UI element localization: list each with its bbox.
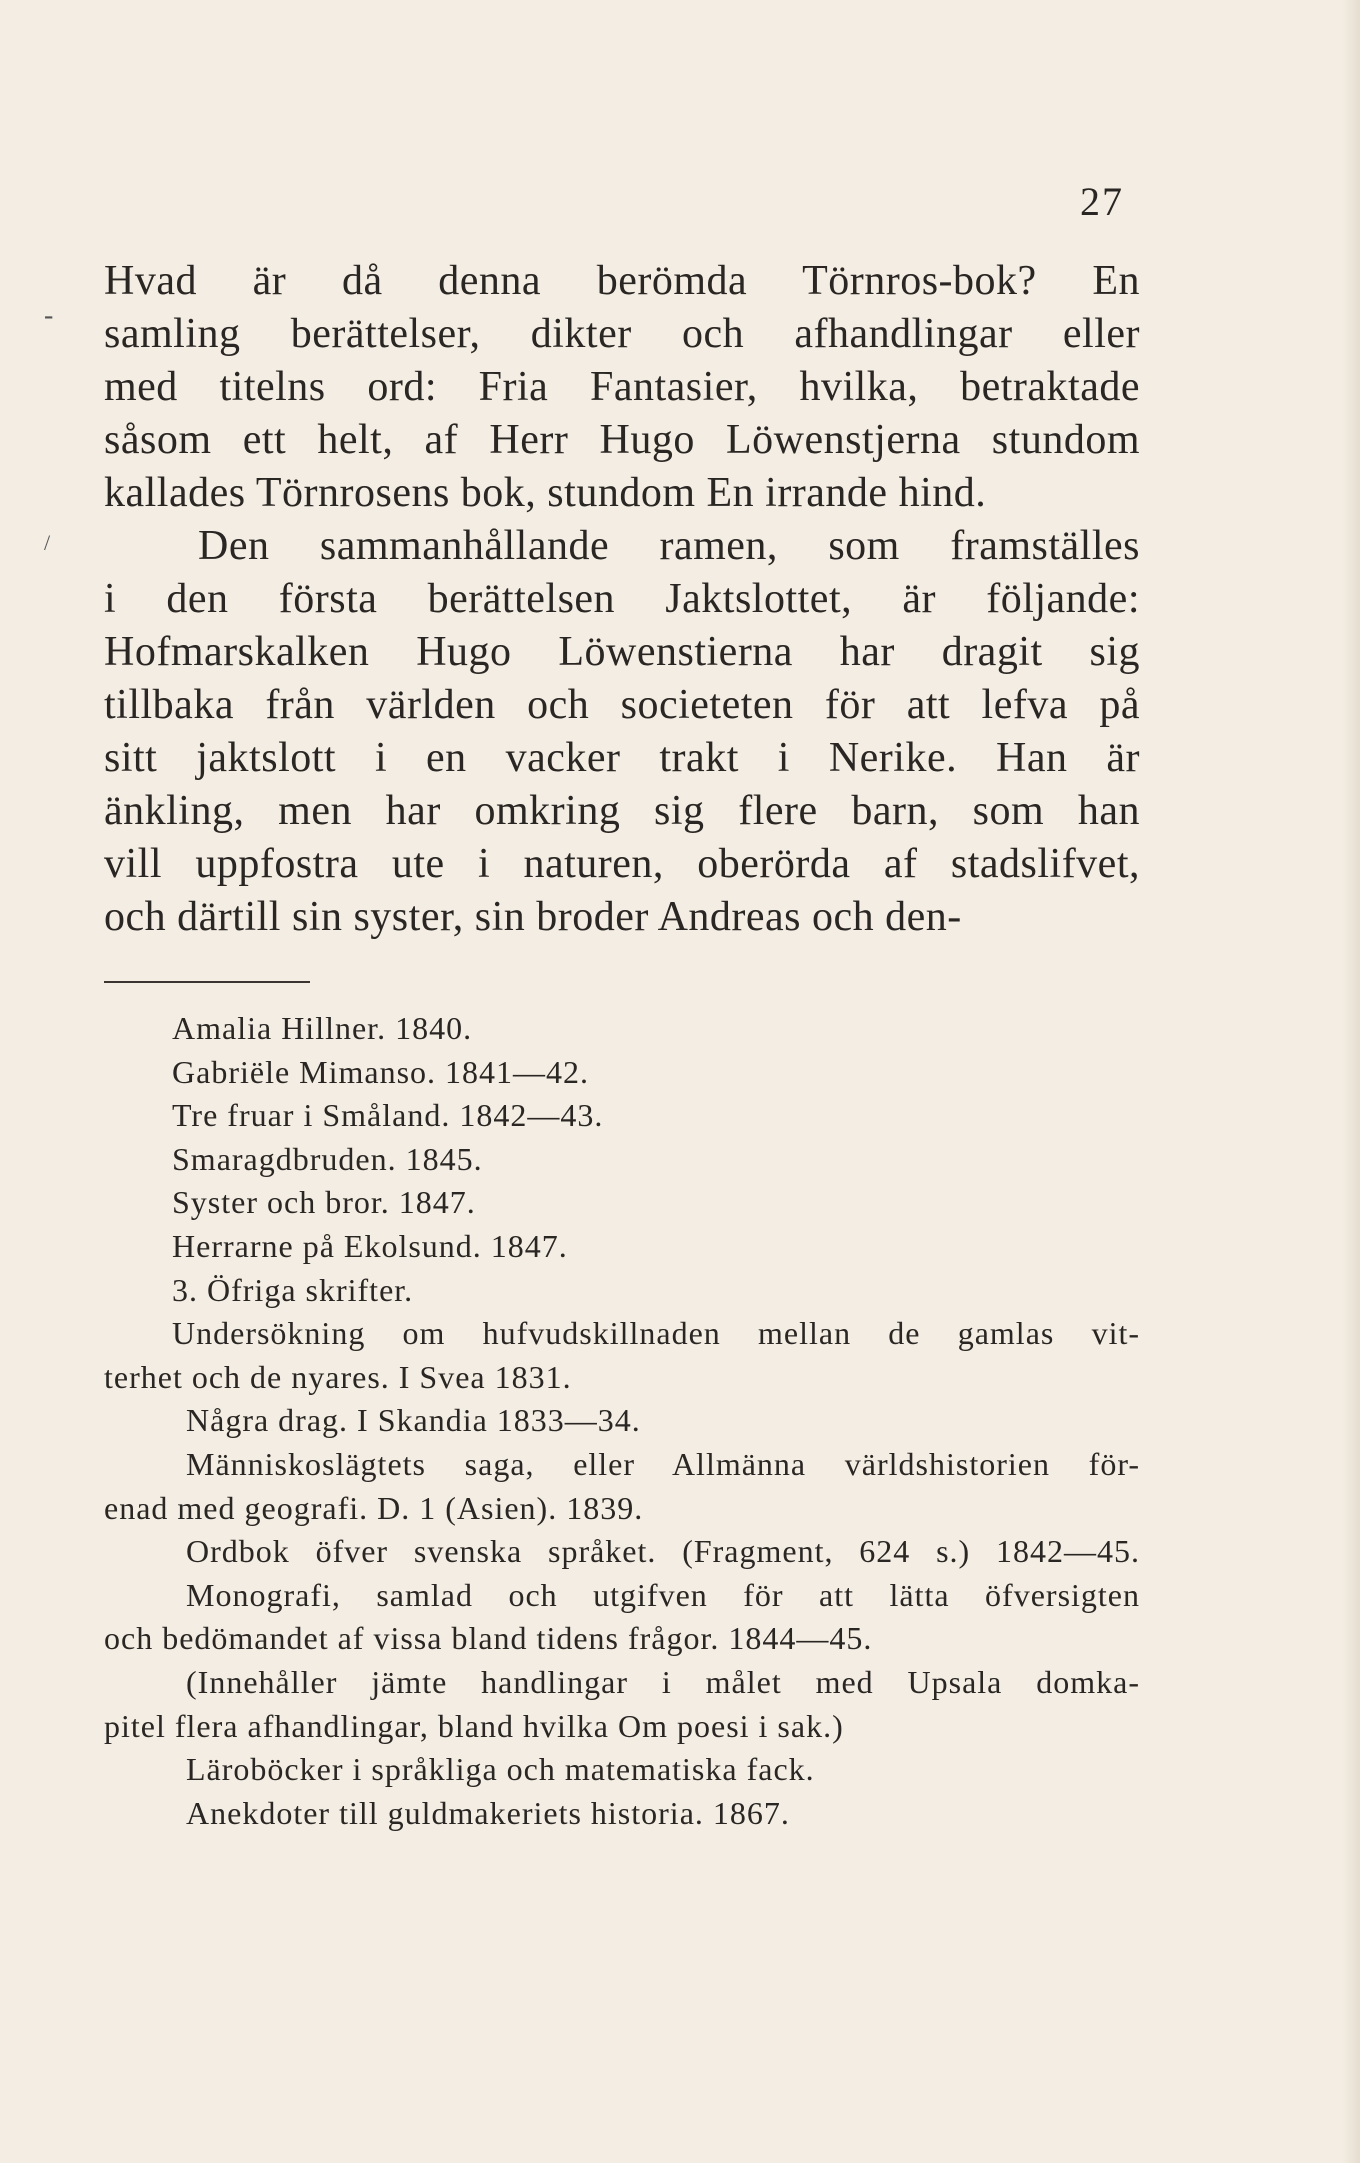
bibliography-list (104, 1007, 1140, 1835)
main-paragraph (104, 255, 1140, 944)
page-edge (1342, 0, 1360, 2163)
page-number: 27 (1080, 179, 1124, 224)
text-line: Hofmarskalken Hugo Löwenstierna har dragit sig (104, 629, 1140, 675)
bibliography-entry: Syster och bror. 1847. (172, 1184, 476, 1221)
text-line: såsom ett helt, af Herr Hugo Löwenstjerna stundom (104, 417, 1140, 463)
bibliography-entry: pitel flera afhandlingar, bland hvilka Om poesi i sak.) (104, 1707, 844, 1744)
bibliography-entry: Smaragdbruden. 1845. (172, 1140, 483, 1177)
bibliography-entry: Några drag. I Skandia 1833—34. (186, 1402, 641, 1439)
bibliography-entry: och bedömandet af vissa bland tidens frågor. 1844—45. (104, 1620, 873, 1657)
text-line: tillbaka från världen och societeten för att lefva på (104, 682, 1140, 728)
section-heading: 3. Öfriga skrifter. (172, 1271, 414, 1308)
bibliography-entry: Herrarne på Ekolsund. 1847. (172, 1227, 568, 1264)
bibliography-entry: Läroböcker i språkliga och matematiska fack. (186, 1751, 815, 1788)
text-line: samling berättelser, dikter och afhandlingar eller (104, 311, 1140, 357)
text-line: med titelns ord: Fria Fantasier, hvilka, betraktade (104, 364, 1140, 410)
text-line: Den sammanhållande ramen, som framställes (198, 523, 1140, 569)
bibliography-entry: Gabriële Mimanso. 1841—42. (172, 1053, 590, 1090)
bibliography-entry: enad med geografi. D. 1 (Asien). 1839. (104, 1489, 644, 1526)
bibliography-entry: Anekdoter till guldmakeriets historia. 1867. (186, 1794, 790, 1831)
bibliography-entry: (Innehåller jämte handlingar i målet med Upsala domka- (186, 1663, 1140, 1700)
text-line: vill uppfostra ute i naturen, oberörda af stadslifvet, (104, 841, 1140, 887)
bibliography-entry: Undersökning om hufvudskillnaden mellan de gamlas vit- (172, 1315, 1140, 1352)
footnote-rule (104, 981, 310, 983)
text-line: änkling, men har omkring sig flere barn, som han (104, 788, 1140, 834)
bibliography-entry: Tre fruar i Småland. 1842—43. (172, 1097, 604, 1134)
margin-mark-icon: - (44, 300, 54, 331)
text-line: Hvad är då denna berömda Törnros-bok? En (104, 258, 1140, 304)
text-line: kallades Törnrosens bok, stundom En irrande hind. (104, 470, 987, 516)
bibliography-entry: Människoslägtets saga, eller Allmänna världshistorien för- (186, 1445, 1140, 1482)
text-line: sitt jaktslott i en vacker trakt i Nerike. Han är (104, 735, 1140, 781)
text-line: och därtill sin syster, sin broder Andreas och den- (104, 894, 962, 940)
text-line: i den första berättelsen Jaktslottet, är följande: (104, 576, 1140, 622)
bibliography-entry: Amalia Hillner. 1840. (172, 1010, 473, 1046)
bibliography-entry: Ordbok öfver svenska språket. (Fragment, 624 s.) 1842—45. (186, 1533, 1140, 1570)
bibliography-entry: terhet och de nyares. I Svea 1831. (104, 1358, 572, 1395)
bibliography-entry: Monografi, samlad och utgifven för att lätta öfversigten (186, 1576, 1140, 1613)
margin-mark-icon: / (44, 530, 51, 555)
